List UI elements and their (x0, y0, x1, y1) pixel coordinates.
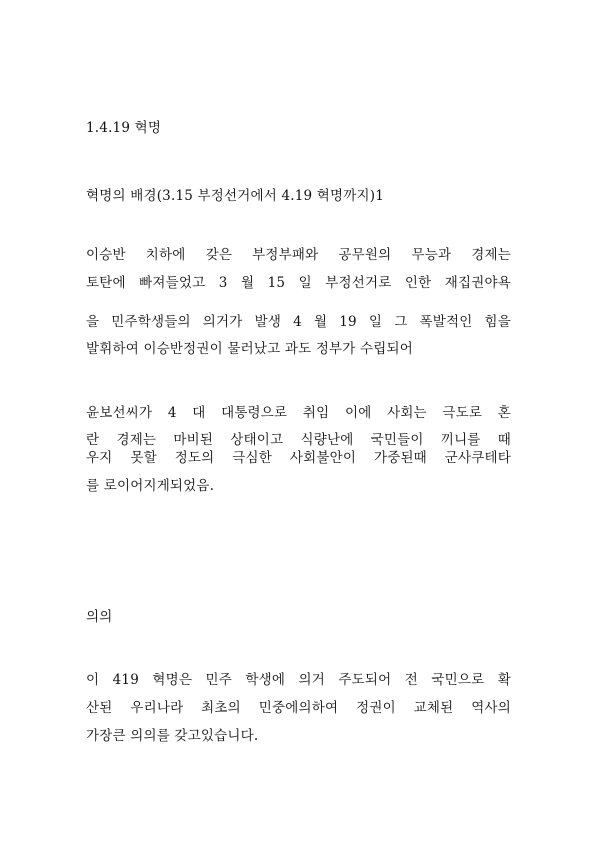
document-title: 1.4.19 혁명 (86, 120, 162, 136)
paragraph1-line-4: 발휘하여 이승반정권이 물러났고 과도 정부가 수립되어 (86, 341, 413, 357)
paragraph1-line-2: 토탄에 빠져들었고 3 월 15 일 부정선거로 인한 재집권야욕 (86, 275, 511, 291)
paragraph1-line-1: 이승반 치하에 갖은 부정부패와 공무원의 무능과 경제는 (86, 247, 511, 263)
paragraph3-line-1: 이 419 혁명은 민주 학생에 의거 주도되어 전 국민으로 확 (86, 672, 511, 688)
paragraph3-line-3: 가장큰 의의를 갖고있습니다. (86, 728, 259, 744)
background-heading: 혁명의 배경(3.15 부정선거에서 4.19 혁명까지)1 (86, 188, 385, 204)
paragraph2-line-2: 란 경제는 마비된 상태이고 식량난에 국민들이 끼니를 때 (86, 432, 511, 448)
paragraph2-line-1: 윤보선씨가 4 대 대통령으로 취임 이에 사회는 극도로 혼 (86, 405, 511, 421)
significance-heading: 의의 (86, 609, 113, 625)
paragraph2-line-3: 우지 못할 정도의 극심한 사회불안이 가중된때 군사쿠테타 (86, 450, 511, 466)
paragraph1-line-3: 을 민주학생들의 의거가 발생 4 월 19 일 그 폭발적인 힘을 (86, 314, 511, 330)
paragraph3-line-2: 산된 우리나라 최초의 민중에의하여 정권이 교체된 역사의 (86, 700, 511, 716)
paragraph2-line-4: 를 로이어지게되었음. (86, 478, 215, 494)
